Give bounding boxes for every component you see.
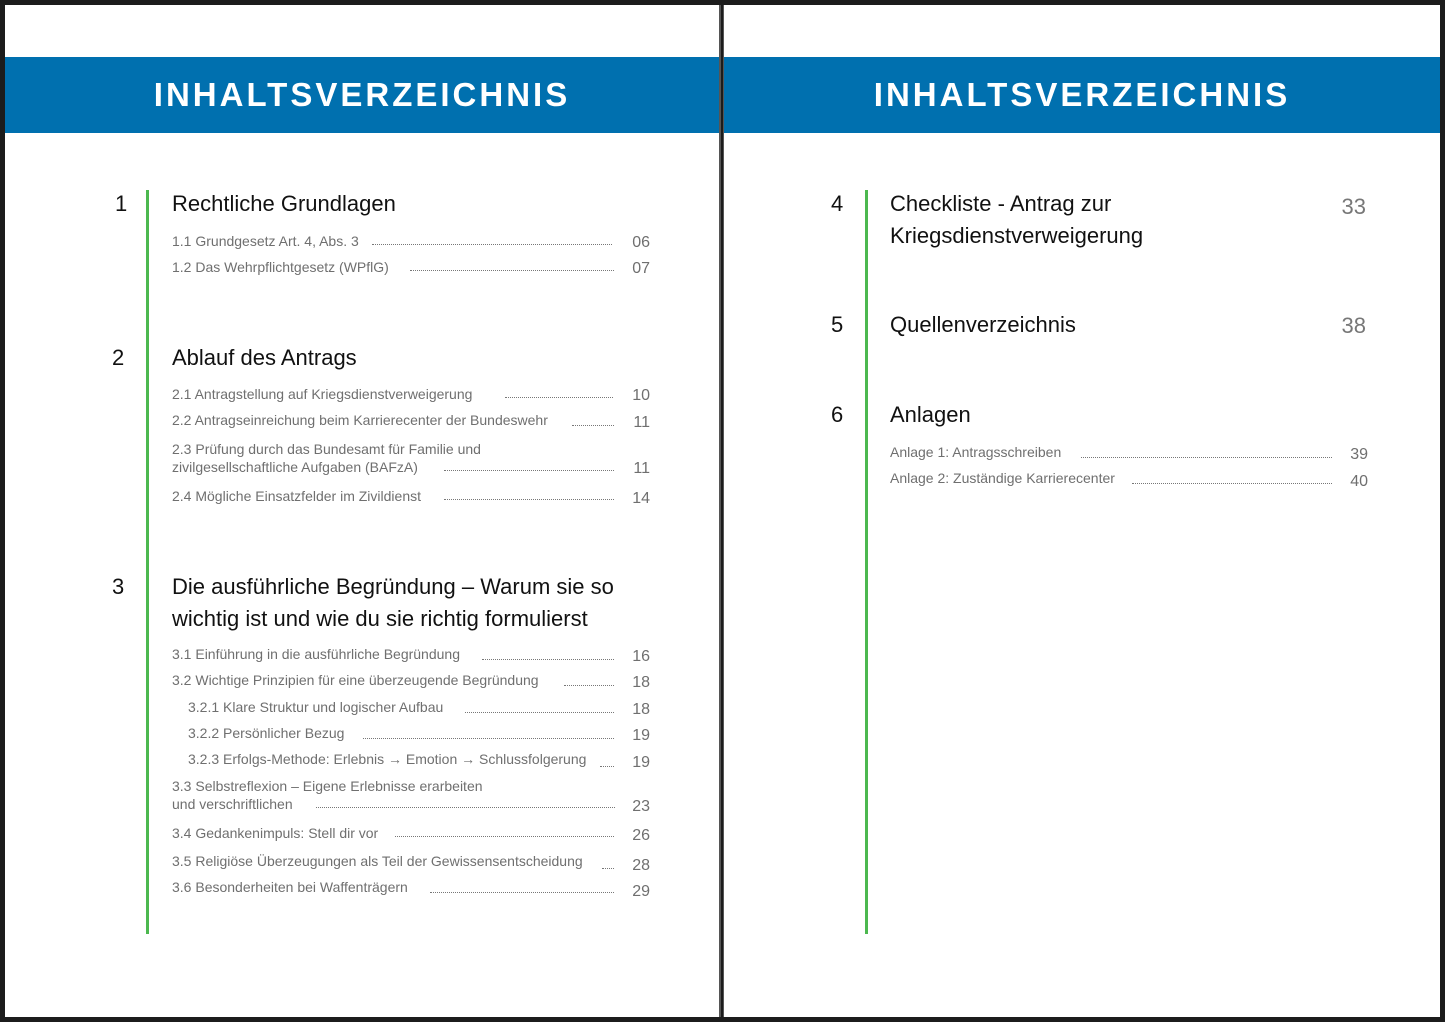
- section-accent-line: [865, 190, 868, 934]
- section-title[interactable]: Ablauf des Antrags: [172, 345, 357, 370]
- toc-entry[interactable]: [188, 699, 650, 719]
- entry-page: 11: [633, 414, 650, 431]
- page-header-band: [5, 57, 719, 133]
- entry-label: 3.2.2 Persönlicher Bezug: [188, 725, 345, 741]
- toc-entry[interactable]: [172, 778, 650, 818]
- section-title[interactable]: Anlagen: [890, 402, 971, 427]
- dot-leader: [1132, 482, 1332, 484]
- entry-label: 3.5 Religiöse Überzeugungen als Teil der Gewissensentscheidung: [172, 853, 583, 869]
- section-title[interactable]: [890, 188, 1143, 252]
- section-title[interactable]: [172, 571, 614, 635]
- dot-leader: [410, 269, 614, 271]
- entry-page: 16: [632, 648, 650, 665]
- toc-entry[interactable]: [172, 488, 650, 508]
- toc-entry[interactable]: [172, 259, 650, 279]
- toc-entry[interactable]: [172, 879, 650, 899]
- section-number: 5: [831, 312, 844, 337]
- entry-page: 40: [1350, 473, 1368, 490]
- entry-label: 1.1 Grundgesetz Art. 4, Abs. 3: [172, 233, 359, 249]
- entry-label: 3.2 Wichtige Prinzipien für eine überzeugende Begründung: [172, 672, 539, 688]
- entry-label: Anlage 2: Zuständige Karrierecenter: [890, 470, 1115, 486]
- dot-leader: [572, 424, 614, 426]
- page-title: INHALTSVERZEICHNIS: [153, 76, 571, 113]
- entry-page: 10: [632, 387, 650, 404]
- section-title-line2: Kriegsdienstverweigerung: [890, 223, 1144, 248]
- toc-entry[interactable]: [188, 751, 650, 771]
- section-title-line2: wichtig ist und wie du sie richtig formulierst: [172, 606, 588, 631]
- section-accent-line: [146, 190, 149, 934]
- section-page: 33: [1341, 194, 1366, 219]
- section-page: 38: [1341, 313, 1366, 338]
- toc-entry[interactable]: [172, 233, 650, 253]
- entry-label-line2: zivilgesellschaftliche Aufgaben (BAFzA): [172, 459, 418, 475]
- entry-page: 11: [633, 460, 650, 477]
- entry-page: 07: [632, 260, 650, 277]
- entry-label: 3.6 Besonderheiten bei Waffenträgern: [172, 879, 408, 895]
- entry-label: 1.2 Das Wehrpflichtgesetz (WPflG): [172, 259, 389, 275]
- section-number: 3: [112, 574, 125, 599]
- dot-leader: [372, 243, 612, 245]
- dot-leader: [430, 891, 614, 893]
- toc-entry[interactable]: [172, 825, 650, 845]
- toc-entry[interactable]: [172, 646, 650, 666]
- section-number: 6: [831, 402, 844, 427]
- dot-leader: [465, 711, 614, 713]
- section-number: 4: [831, 191, 844, 216]
- section-number: 1: [115, 191, 128, 216]
- dot-leader: [363, 737, 614, 739]
- entry-label-line2: und verschriftlichen: [172, 796, 293, 812]
- toc-entry[interactable]: [172, 441, 650, 481]
- section-number: 2: [112, 345, 125, 370]
- entry-label: 3.1 Einführung in die ausführliche Begründung: [172, 646, 460, 662]
- section-title-line1: Checkliste - Antrag zur: [890, 191, 1112, 216]
- entry-page: 19: [632, 727, 650, 744]
- entry-page: 19: [632, 754, 650, 771]
- section-title[interactable]: Rechtliche Grundlagen: [172, 191, 396, 216]
- toc-entry[interactable]: [890, 444, 1368, 464]
- dot-leader: [505, 396, 613, 398]
- entry-page: 26: [632, 827, 650, 844]
- entry-page: 18: [632, 674, 650, 691]
- left-page: [5, 5, 721, 1017]
- entry-page: 23: [632, 798, 650, 815]
- page-header-band: [724, 57, 1440, 133]
- right-page: [723, 5, 1440, 1017]
- entry-page: 39: [1350, 446, 1368, 463]
- entry-page: 06: [632, 234, 650, 251]
- page-title: INHALTSVERZEICHNIS: [873, 76, 1291, 113]
- entry-page: 14: [632, 490, 650, 507]
- entry-label: 3.4 Gedankenimpuls: Stell dir vor: [172, 825, 379, 841]
- entry-label: 2.2 Antragseinreichung beim Karrierecenter der Bundeswehr: [172, 412, 548, 428]
- toc-entry[interactable]: [172, 853, 650, 873]
- toc-entry[interactable]: [188, 725, 650, 745]
- toc-entry[interactable]: [172, 672, 650, 692]
- dot-leader: [564, 684, 614, 686]
- dot-leader: [1081, 456, 1332, 458]
- dot-leader: [316, 806, 615, 808]
- entry-label: 2.3 Prüfung durch das Bundesamt für Familie und: [172, 441, 481, 457]
- dot-leader: [482, 658, 614, 660]
- entry-label: 2.4 Mögliche Einsatzfelder im Zivildienst: [172, 488, 421, 504]
- toc-entry[interactable]: [890, 470, 1368, 490]
- entry-page: 18: [632, 701, 650, 718]
- entry-label: 2.1 Antragstellung auf Kriegsdienstverweigerung: [172, 386, 473, 402]
- entry-page: 28: [632, 857, 650, 874]
- entry-label: Anlage 1: Antragsschreiben: [890, 444, 1062, 460]
- section-title[interactable]: Quellenverzeichnis: [890, 312, 1076, 337]
- entry-label: 3.2.3 Erfolgs-Methode: Erlebnis → Emotion → Schlussfolgerung: [188, 751, 587, 767]
- dot-leader: [395, 835, 614, 837]
- entry-label: 3.2.1 Klare Struktur und logischer Aufbau: [188, 699, 444, 715]
- entry-label: 3.3 Selbstreflexion – Eigene Erlebnisse erarbeiten: [172, 778, 483, 794]
- toc-entry[interactable]: [172, 412, 650, 432]
- entry-page: 29: [632, 883, 650, 900]
- toc-entry[interactable]: [172, 386, 650, 406]
- section-title-line1: Die ausführliche Begründung – Warum sie so: [172, 574, 614, 599]
- dot-leader: [444, 498, 614, 500]
- dot-leader: [444, 469, 614, 471]
